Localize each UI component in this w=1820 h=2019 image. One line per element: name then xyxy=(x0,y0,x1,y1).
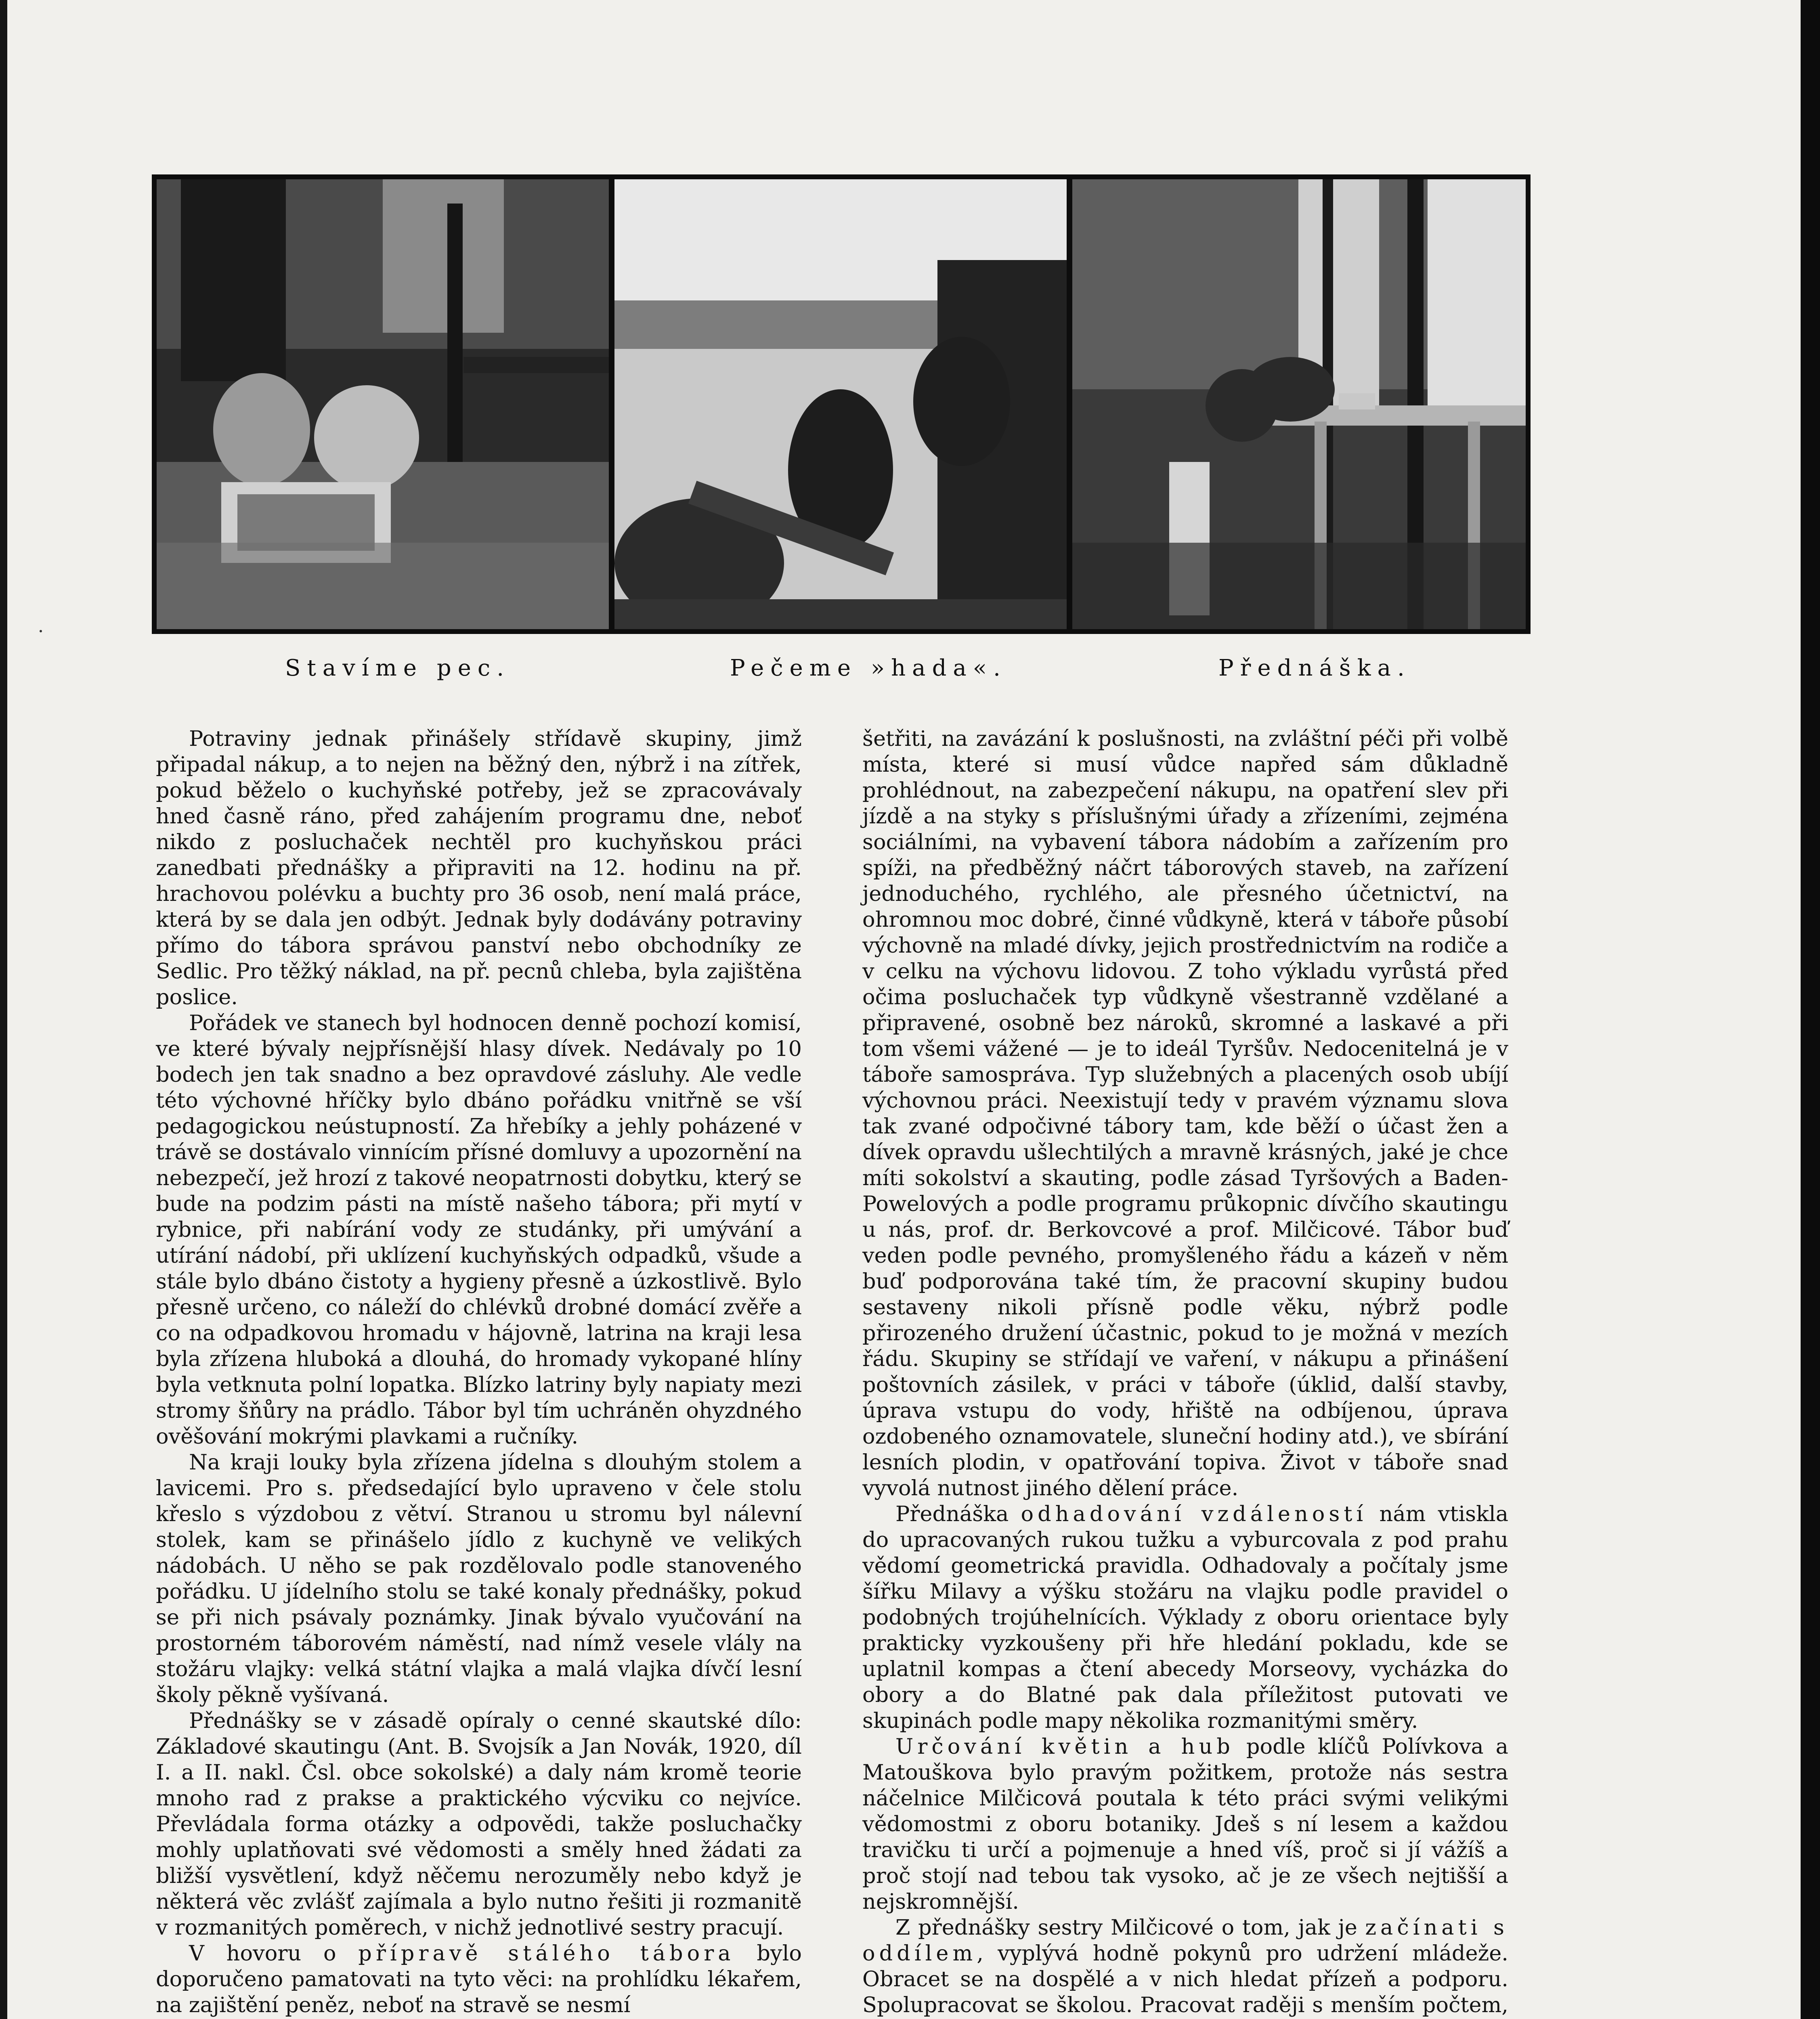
paragraph-text: bylo doporučeno pamatovati na tyto věci: na prohlídku lékařem, na zajištění peněz, neboť na stravě se nesmí xyxy=(156,1941,802,2017)
paragraph-text: Z přednášky sestry Milčicové o tom, jak je xyxy=(895,1915,1365,1940)
print-speck xyxy=(40,630,42,632)
paragraph-text: V hovoru o xyxy=(189,1941,359,1966)
paragraph-text: nám vtiskla do upracovaných rukou tužku a vyburcovala z pod prahu vědomí geometrická pravidla. Odhadovaly a počítaly jsme šířku Milavy a výšku stožáru na vlajku podle pravidel o podobných trojúhelnících. Výklady z oboru orientace byly prakticky vyzkoušeny při hře hledání pokladu, kde se uplatnil kompas a čtení abecedy Morseovy, vycházka do obory a do Blatné pak dala příležitost putovati ve skupinách podle mapy několika rozmanitými směry. xyxy=(862,1502,1509,1733)
photo-building-oven-image xyxy=(157,179,609,629)
photo-lecture-image xyxy=(1072,179,1526,629)
spaced-emphasis: Určování květin a hub xyxy=(895,1734,1234,1759)
paragraph: Potraviny jednak přinášely střídavě skupiny, jimž připadal nákup, a to nejen na běžný den, nýbrž i na zítřek, pokud běželo o kuchyňské potřeby, jež se zpracovávaly hned časně ráno, před zahájením programu dne, neboť nikdo z posluchaček nechtěl pro kuchyňskou práci zanedbati přednášky a připraviti na 12. hodinu na př. hrachovou polévku a buchty pro 36 osob, není malá práce, která by se dala jen odbýt. Jednak byly dodávány potraviny přímo do tábora správou panství nebo obchodníky ze Sedlic. Pro těžký náklad, na př. pecnů chleba, byla zajištěna poslice. xyxy=(156,726,802,1010)
paragraph xyxy=(862,1501,1508,1734)
right-column xyxy=(862,726,1508,2019)
photo-strip xyxy=(152,174,1531,634)
paragraph: Přednášky se v zásadě opíraly o cenné skautské dílo: Základové skautingu (Ant. B. Svojsík a Jan Novák, 1920, díl I. a II. nakl. Čsl. obce sokolské) a daly nám kromě teorie mnoho rad z prakse a praktického výcviku co nejvíce. Převládala forma otázky a odpovědi, takže posluchačky mohly uplatňovati své vědomosti a směly hned žádati za bližší vysvětlení, když něčemu nerozuměly nebo když je některá věc zvlášť zajímala a bylo nutno řešiti ji rozmanitě v rozmanitých poměrech, v nichž jednotlivé sestry pracují. xyxy=(156,1708,802,1940)
photo-baking-snake xyxy=(614,179,1067,629)
caption-building-oven: Stavíme pec. xyxy=(285,655,510,681)
left-column xyxy=(156,726,802,2018)
photo-baking-snake-image xyxy=(614,179,1067,629)
caption-lecture: Přednáška. xyxy=(1218,655,1411,681)
scan-edge xyxy=(1801,0,1820,2019)
spaced-emphasis: začínati s oddílem xyxy=(862,1915,1508,1966)
paragraph xyxy=(862,1915,1508,2019)
paragraph-continued: šetřiti, na zavázání k poslušnosti, na zvláštní péči při volbě místa, které si musí vůdce napřed sám důkladně prohlédnout, na zabezpečení nákupu, na opatření slev při jízdě a na styky s příslušnými úřady a zřízeními, zejména sociálními, na vybavení tábora nádobím a zařízením pro spíži, na předběžný náčrt táborových staveb, na zařízení jednoduchého, rychlého, ale přesného účetnictví, na ohromnou moc dobré, činné vůdkyně, která v táboře působí výchovně na mladé dívky, jejich prostřednictvím na rodiče a v celku na výchovu lidovou. Z toho výkladu vyrůstá před očima posluchaček typ vůdkyně všestranně vzdělané a připravené, osobně bez nároků, skromné a laskavé a při tom všemi vážené — je to ideál Tyršův. Nedocenitelná je v táboře samospráva. Typ služebných a placených osob ubíjí výchovnou práci. Neexistují tedy v pravém významu slova tak zvané odpočivné tábory tam, kde běží o účast žen a dívek opravdu ušlechtilých a mravně krásných, jaké je chce míti sokolství a skauting, podle zásad Tyršových a Baden-Powelových a podle programu průkopnic dívčího skautingu u nás, prof. dr. Berkovcové a prof. Milčicové. Tábor buď veden podle pevného, promyšleného řádu a kázeň v něm buď podporována také tím, že pracovní skupiny budou sestaveny nikoli přísně podle věku, nýbrž podle přirozeného družení účastnic, pokud to je možná v mezích řádu. Skupiny se střídají ve vaření, v nákupu a přinášení poštovních zásilek, v práci v táboře (úklid, další stavby, úprava vstupu do vody, hřiště na odbíjenou, úprava ozdobeného oznamovatele, sluneční hodiny atd.), ve sbírání lesních plodin, v opatřování topiva. Život v táboře snad vyvolá nutnost jiného dělení práce. xyxy=(862,726,1508,1501)
spaced-emphasis: odhadování vzdáleností xyxy=(1021,1502,1367,1526)
spaced-emphasis: přípravě stálého tábora xyxy=(358,1941,735,1966)
magazine-page xyxy=(7,0,1801,2019)
paragraph: Pořádek ve stanech byl hodnocen denně pochozí komisí, ve které bývaly nejpřísnější hlasy dívek. Nedávaly po 10 bodech jen tak snadno a bez opravdové zásluhy. Ale vedle této výchovné hříčky bylo dbáno pořádku vnitřně se vší pedagogickou neústupností. Za hřebíky a jehly poházené v trávě se dostávalo vinnícím přísné domluvy a upozornění na nebezpečí, jež hrozí z takové neopatrnosti dobytku, který se bude na podzim pásti na místě našeho tábora; při mytí v rybnice, při nabírání vody ze studánky, při umývání a utírání nádobí, při uklízení kuchyňských odpadků, všude a stále bylo dbáno čistoty a hygieny přesně a úzkostlivě. Bylo přesně určeno, co náleží do chlévků drobné domácí zvěře a co na odpadkovou hromadu v hájovně, latrina na kraji lesa byla zřízena hluboká a dlouhá, do hromady vykopané hlíny byla vetknuta polní lopatka. Blízko latriny byly napiaty mezi stromy šňůry na prádlo. Tábor byl tím uchráněn ohyzdného ověšování mokrými plavkami a ručníky. xyxy=(156,1011,802,1449)
paragraph-text: , vyplývá hodně pokynů pro udržení mládeže. Obracet se na dospělé a v nich hledat přízeň a podporu. Spolupracovat se školou. Pracovat raději s menším počtem, xyxy=(862,1941,1508,2017)
paragraph: Na kraji louky byla zřízena jídelna s dlouhým stolem a lavicemi. Pro s. předsedající bylo upraveno v čele stolu křeslo s výzdobou z větví. Stranou u stromu byl nálevní stolek, kam se přinášelo jídlo z kuchyně ve velikých nádobách. U něho se pak rozdělovalo podle stanoveného pořádku. U jídelního stolu se také konaly přednášky, pokud se při nich psávaly poznámky. Jinak bývalo vyučování na prostorném táborovém náměstí, nad nímž vesele vlály na stožáru vlajky: velká státní vlajka a malá vlajka dívčí lesní školy pěkně vyšívaná. xyxy=(156,1450,802,1707)
photo-lecture xyxy=(1072,179,1526,629)
paragraph xyxy=(156,1941,802,2018)
paragraph-text: podle klíčů Polívkova a Matouškova bylo pravým požitkem, protože nás sestra náčelnice Milčicová poutala k této práci svými velikými vědomostmi z oboru botaniky. Jdeš s ní lesem a každou travičku ti určí a pojmenuje a hned víš, proč si jí vážíš a proč stojí nad tebou tak vysoko, ač je ze všech nejtišší a nejskromnější. xyxy=(862,1734,1508,1914)
caption-baking-snake: Pečeme »hada«. xyxy=(730,655,1007,681)
paragraph xyxy=(862,1734,1508,1915)
photo-building-oven xyxy=(157,179,609,629)
paragraph-text: Přednáška xyxy=(895,1502,1021,1526)
